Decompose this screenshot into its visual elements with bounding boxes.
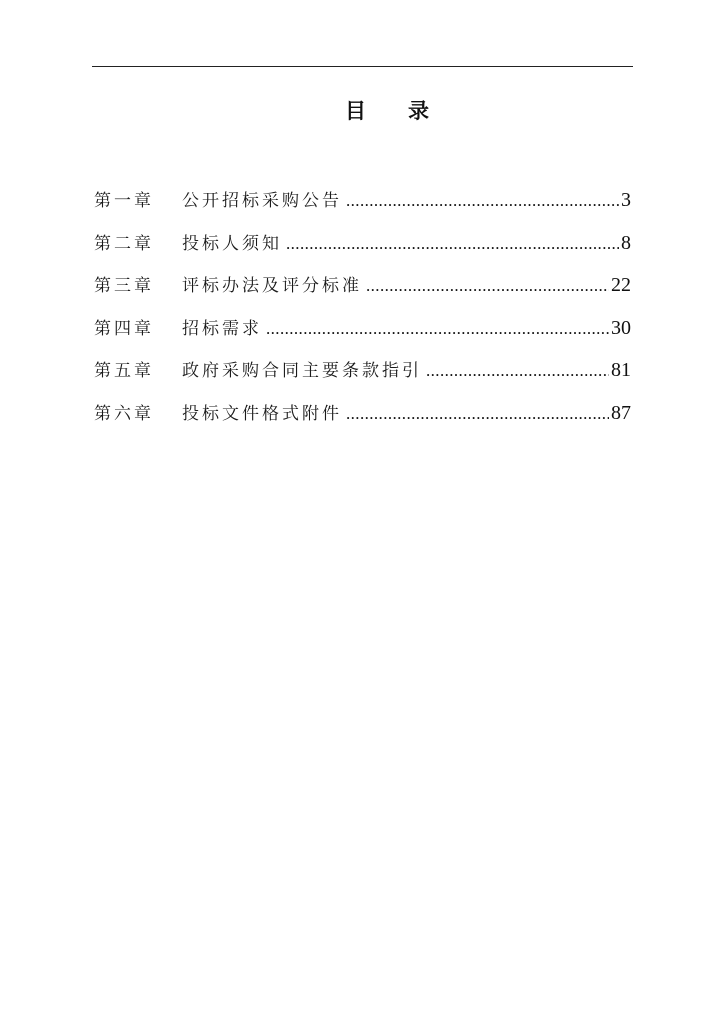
header-rule <box>92 66 633 67</box>
toc-heading <box>0 96 724 126</box>
toc-entry-6[interactable] <box>94 398 631 441</box>
toc-dot-leader <box>346 186 619 216</box>
toc-chapter-number: 第五章 <box>94 361 154 381</box>
toc-chapter-number: 第四章 <box>94 318 154 339</box>
toc-page-number: 3 <box>621 189 631 211</box>
toc-chapter-number: 第一章 <box>94 191 154 211</box>
toc-dot-leader <box>346 399 609 429</box>
toc-heading-part1: 目 <box>345 99 366 123</box>
toc-list <box>94 185 631 440</box>
toc-entry-4[interactable] <box>94 313 631 356</box>
toc-page-number: 22 <box>611 274 631 296</box>
toc-dot-leader <box>286 229 619 259</box>
toc-chapter-number: 第二章 <box>94 233 154 254</box>
toc-dot-leader <box>426 356 609 386</box>
toc-page-number: 87 <box>611 401 631 424</box>
toc-page-number: 81 <box>611 359 631 381</box>
toc-chapter-title: 评标办法及评分标准 <box>182 276 362 296</box>
toc-entry-5[interactable] <box>94 355 631 398</box>
toc-entry-1[interactable] <box>94 185 631 228</box>
toc-dot-leader <box>266 314 609 344</box>
toc-page-number: 8 <box>621 231 631 254</box>
toc-chapter-title: 招标需求 <box>182 318 262 339</box>
toc-chapter-number: 第三章 <box>94 276 154 296</box>
toc-heading-part2: 录 <box>408 99 429 123</box>
toc-page-number: 30 <box>611 316 631 339</box>
toc-chapter-number: 第六章 <box>94 403 154 424</box>
toc-dot-leader <box>366 271 609 301</box>
toc-entry-3[interactable] <box>94 270 631 313</box>
toc-entry-2[interactable] <box>94 228 631 271</box>
toc-chapter-title: 公开招标采购公告 <box>182 191 342 211</box>
toc-chapter-title: 投标人须知 <box>182 233 282 254</box>
toc-chapter-title: 政府采购合同主要条款指引 <box>182 361 422 381</box>
toc-chapter-title: 投标文件格式附件 <box>182 403 342 424</box>
